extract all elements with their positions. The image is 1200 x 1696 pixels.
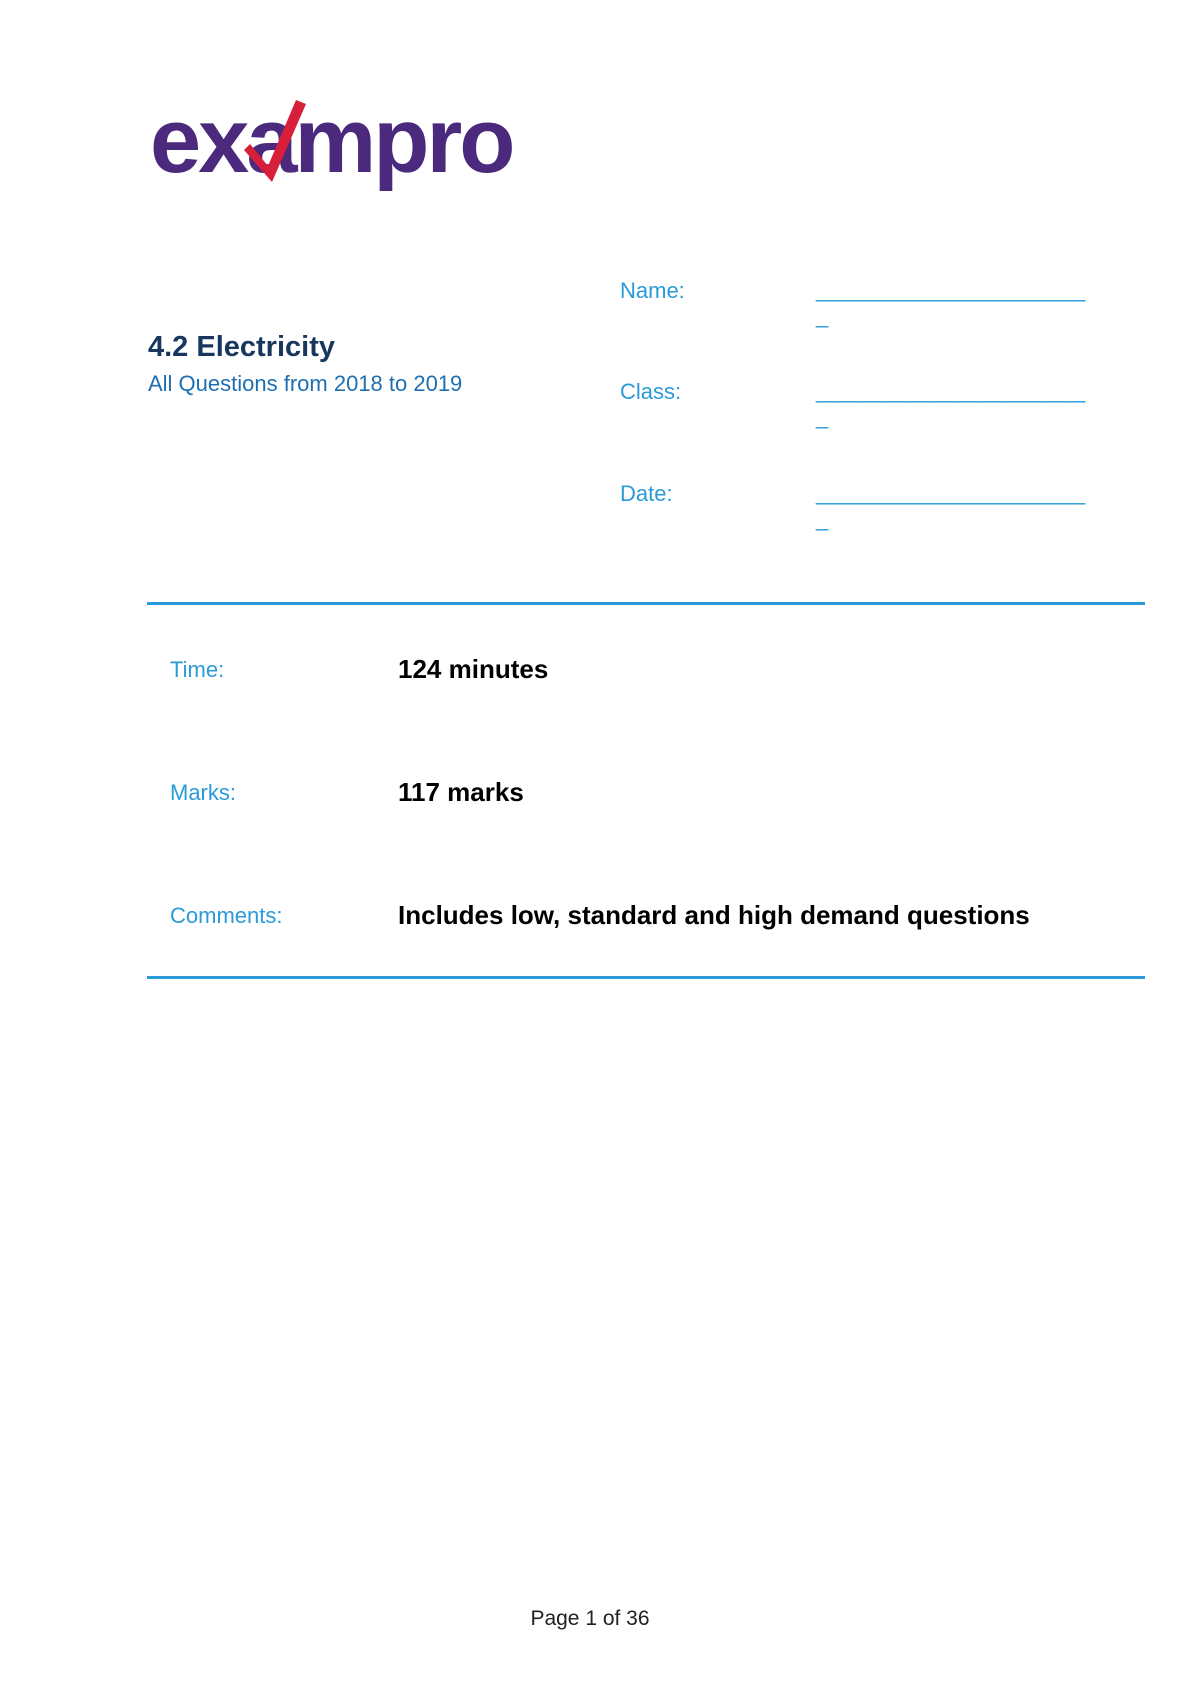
page-number: Page 1 of 36 <box>530 1607 650 1630</box>
logo-text: exampro <box>150 96 513 192</box>
comments-label: Comments: <box>170 903 283 928</box>
class-field[interactable] <box>620 378 1140 438</box>
name-field[interactable] <box>620 277 1140 337</box>
top-divider <box>147 602 1145 605</box>
marks-value: 117 marks <box>398 777 524 807</box>
title-block <box>148 330 588 398</box>
class-label: Class: <box>620 379 682 404</box>
time-value: 124 minutes <box>398 654 549 684</box>
date-label: Date: <box>620 481 673 506</box>
date-field[interactable] <box>620 480 1140 540</box>
document-title: 4.2 Electricity <box>148 331 335 363</box>
bottom-divider <box>147 976 1145 979</box>
class-line[interactable]: ______________________ _ <box>816 378 1086 429</box>
exampro-logo <box>150 96 590 206</box>
name-label: Name: <box>620 278 685 303</box>
marks-label: Marks: <box>170 780 236 805</box>
document-subtitle: All Questions from 2018 to 2019 <box>148 371 463 396</box>
name-line[interactable]: ______________________ _ <box>816 277 1086 328</box>
comments-value: Includes low, standard and high demand questions <box>398 900 1030 930</box>
date-line[interactable]: ______________________ _ <box>816 480 1086 531</box>
time-label: Time: <box>170 657 225 682</box>
